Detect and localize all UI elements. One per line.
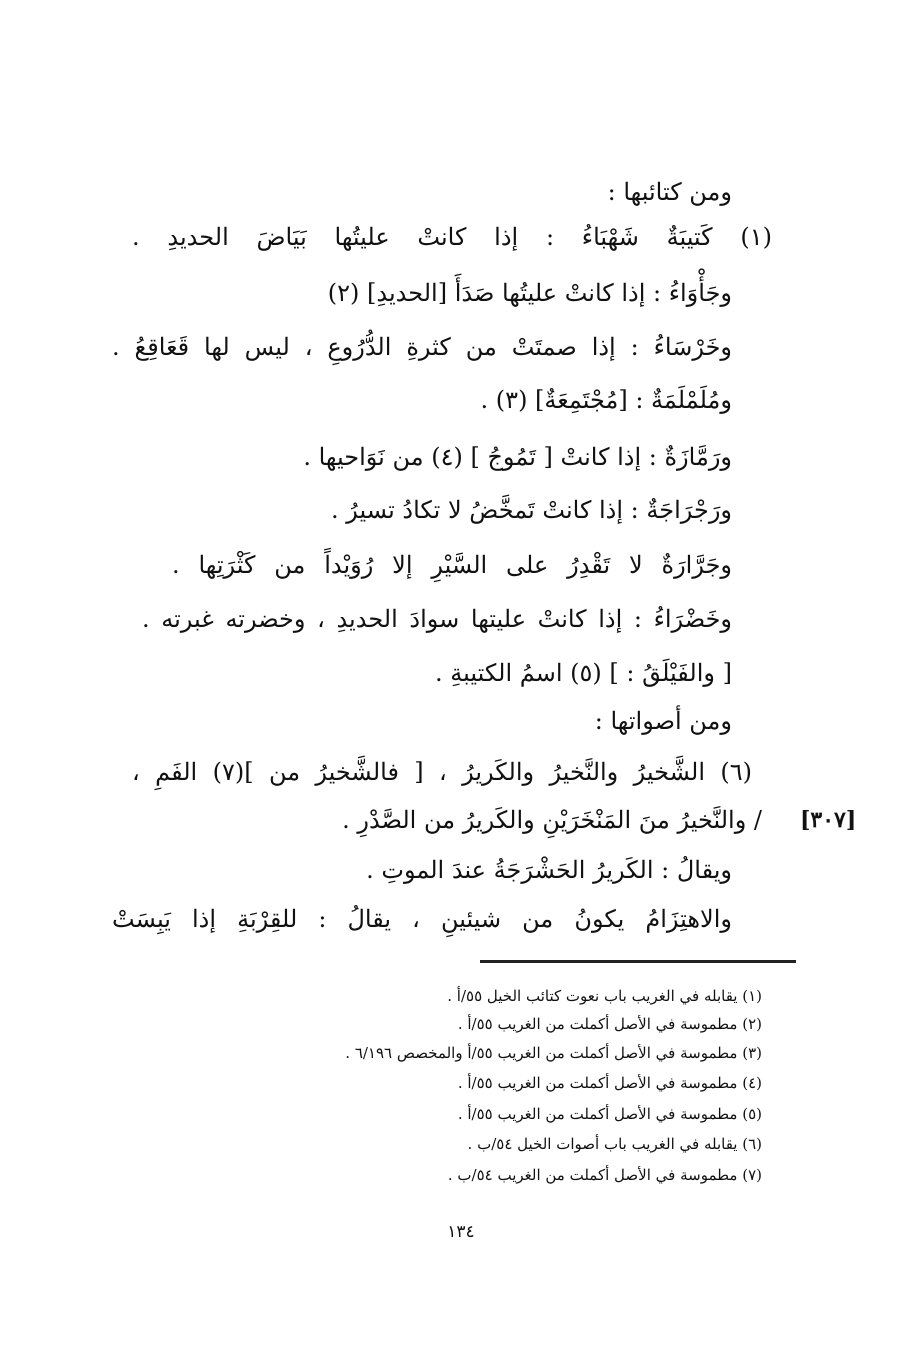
body-line: ويقالُ : الكَريرُ الحَشْرَجَةُ عندَ الموتِ . [366, 856, 732, 884]
body-line: وجَأْوَاءُ : إذا كانتْ عليتُها صَدَأَ [الحديدِ] (٢) [327, 279, 732, 307]
body-line: / والنَّخيرُ منَ المَنْخَرَيْنِ والكَريرُ من الصَّدْرِ . [342, 806, 762, 834]
footnote: (٤) مطموسة في الأصل أكملت من الغريب ٥٥/أ . [457, 1074, 762, 1092]
footnote-separator [480, 960, 796, 963]
footnote: (٧) مطموسة في الأصل أكملت من الغريب ٥٤/ب . [447, 1166, 762, 1184]
body-line: ومن كتائبها : [607, 178, 732, 206]
footnote: (٥) مطموسة في الأصل أكملت من الغريب ٥٥/أ . [457, 1105, 762, 1123]
footnote: (٣) مطموسة في الأصل أكملت من الغريب ٥٥/أ والمخصص ٦/١٩٦ . [345, 1044, 762, 1062]
body-line: والاهتِزَامُ يكونُ من شيئينِ ، يقالُ : للقِرْبَةِ إذا يَبِسَتْ [112, 905, 732, 933]
body-line: ومن أصواتها : [594, 707, 732, 735]
footnote: (٦) يقابله في الغريب باب أصوات الخيل ٥٤/ب . [467, 1135, 762, 1153]
body-line: ورَمَّازَةٌ : إذا كانتْ [ تَمُوجُ ] (٤) من نَوَاحيها . [303, 443, 732, 471]
body-line: وخَرْسَاءُ : إذا صمتَتْ من كثرةِ الدُّرُوعِ ، ليس لها قَعَاقِعُ . [112, 333, 732, 361]
body-line: ومُلَمْلَمَةٌ : [مُجْتَمِعَةٌ] (٣) . [480, 386, 732, 414]
page-number: ١٣٤ [447, 1222, 475, 1242]
body-line: (١) كَتيبَةٌ شَهْبَاءُ : إذا كانتْ عليتُها بَيَاضَ الحديدِ . [132, 223, 772, 251]
footnote: (١) يقابله في الغريب باب نعوت كتائب الخيل ٥٥/أ . [447, 987, 762, 1005]
body-line: (٦) الشَّخيرُ والنَّخيرُ والكَريرُ ، [ فالشَّخيرُ من ](٧) الفَمِ ، [132, 758, 753, 786]
margin-folio-marker: [٣٠٧] [800, 807, 857, 833]
footnote: (٢) مطموسة في الأصل أكملت من الغريب ٥٥/أ . [457, 1015, 762, 1033]
body-line: وخَضْرَاءُ : إذا كانتْ عليتها سوادَ الحديدِ ، وخضرته غبرته . [142, 605, 732, 633]
body-line: ورَجْرَاجَةٌ : إذا كانتْ تَمخَّضُ لا تكادُ تسيرُ . [330, 496, 732, 524]
body-line: وجَرَّارَةٌ لا تَقْدِرُ على السَّيْرِ إلا رُوَيْداً من كَثْرَتِها . [172, 551, 732, 579]
body-line: [ والفَيْلَقُ : ] (٥) اسمُ الكتيبةِ . [435, 659, 732, 687]
